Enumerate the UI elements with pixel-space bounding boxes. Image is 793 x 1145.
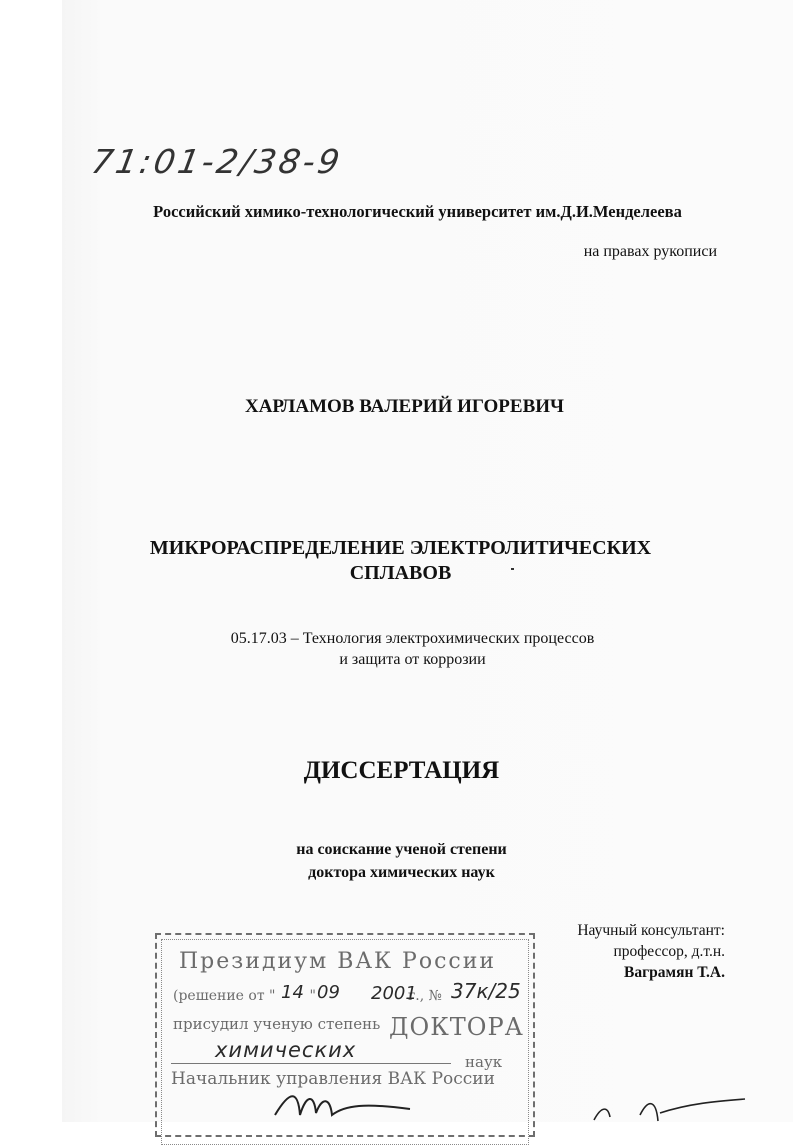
stamp-signature xyxy=(270,1085,420,1122)
stamp-rule xyxy=(171,1063,451,1064)
stamp-decision-prefix: (решение от " xyxy=(173,988,276,1004)
dissertation-title xyxy=(0,536,793,586)
stamp-hw-year: 2001 xyxy=(371,983,417,1004)
consultant-label: Научный консультант: xyxy=(577,922,725,939)
stamp-decision-no: г., № xyxy=(407,988,442,1004)
stamp-hw-day: 14 xyxy=(281,982,304,1003)
stamp-hw-field: химических xyxy=(215,1038,357,1062)
specialty xyxy=(0,628,793,670)
title-line-2: СПЛАВОВ xyxy=(349,562,452,584)
consultant-name: Ваграмян Т.А. xyxy=(624,964,725,981)
consultant-position: профессор, д.т.н. xyxy=(613,943,725,960)
stamp-degree-word: ДОКТОРА xyxy=(389,1013,524,1041)
stamp-decision-mid: " xyxy=(309,988,316,1004)
specialty-line-1: 05.17.03 – Технология электрохимических процессов xyxy=(230,630,595,647)
scan-speck xyxy=(511,568,514,570)
degree-sought xyxy=(0,838,793,884)
document-type: ДИССЕРТАЦИЯ xyxy=(303,757,500,784)
university-name: Российский химико-технологический университет им.Д.И.Менделеева xyxy=(153,202,682,221)
manuscript-note: на правах рукописи xyxy=(583,243,717,260)
degree-line-1: на соискание ученой степени xyxy=(296,841,507,858)
stamp-head: Начальник управления ВАК России xyxy=(171,1069,495,1089)
consultant-signature xyxy=(590,1095,750,1122)
stamp-heading: Президиум ВАК России xyxy=(179,949,497,974)
scientific-consultant xyxy=(577,920,725,983)
degree-line-2: доктора химических наук xyxy=(308,864,495,881)
specialty-line-2: и защита от коррозии xyxy=(339,651,486,668)
stamp-science-suffix: наук xyxy=(465,1053,503,1071)
stamp-hw-number: 37к/25 xyxy=(451,979,521,1003)
title-line-1: МИКРОРАСПРЕДЕЛЕНИЕ ЭЛЕКТРОЛИТИЧЕСКИХ xyxy=(149,537,652,559)
author-name: ХАРЛАМОВ ВАЛЕРИЙ ИГОРЕВИЧ xyxy=(244,396,564,417)
archive-code: 71:01-2/38-9 xyxy=(88,142,346,181)
stamp-awarded: присудил ученую степень xyxy=(173,1015,381,1033)
stamp-hw-month: 09 xyxy=(317,982,340,1003)
